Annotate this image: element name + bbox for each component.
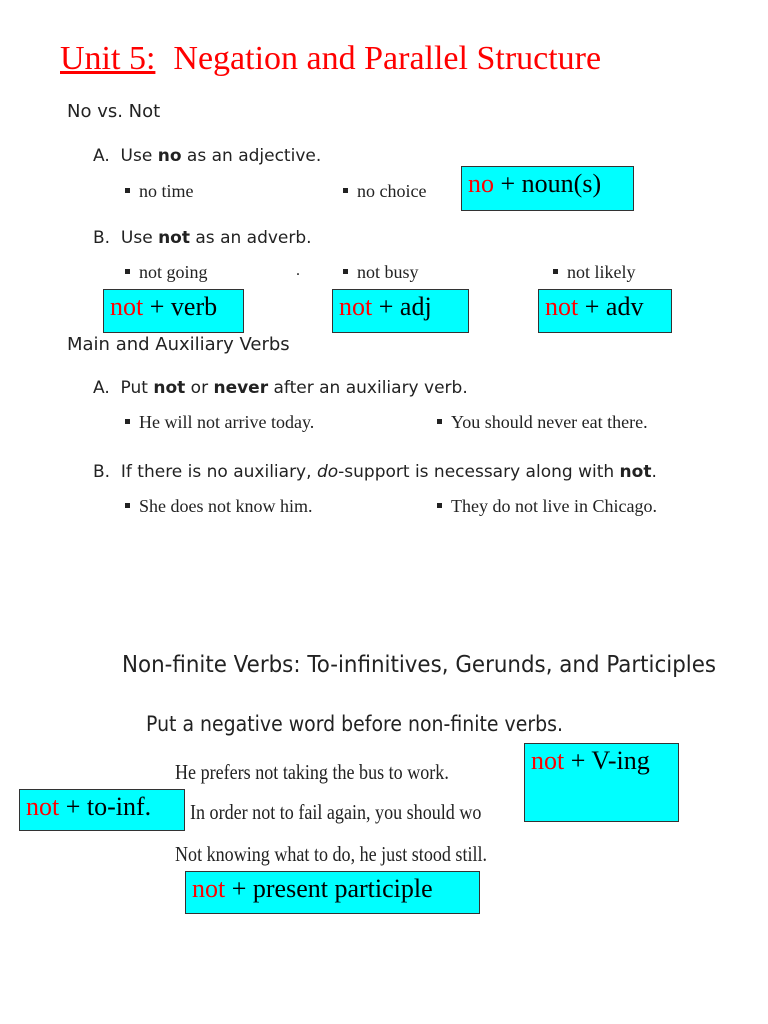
example-bullet bbox=[125, 496, 313, 517]
example-text: no time bbox=[139, 181, 194, 201]
example-bullet bbox=[125, 262, 208, 283]
callout-keyword: not bbox=[110, 292, 144, 321]
bullet-icon bbox=[553, 269, 558, 274]
bullet-icon bbox=[343, 188, 348, 193]
rule-text: after an auxiliary verb. bbox=[268, 378, 468, 398]
rule-b-adverb bbox=[93, 228, 312, 248]
callout-text: + to-inf. bbox=[59, 792, 152, 821]
callout-not-v-ing bbox=[524, 743, 679, 822]
example-text: He prefers not taking the bus to work. bbox=[175, 760, 449, 784]
example-text: They do not live in Chicago. bbox=[451, 496, 657, 516]
example-text-partial: In order not to fail again, you should wo bbox=[190, 800, 482, 824]
rule-text: Use bbox=[120, 228, 159, 248]
stray-mark: . bbox=[296, 262, 300, 279]
section-heading-no-vs-not: No vs. Not bbox=[67, 101, 161, 122]
example-bullet bbox=[125, 181, 194, 202]
bullet-icon bbox=[125, 269, 130, 274]
example-bullet bbox=[343, 262, 419, 283]
rule-text: Use bbox=[120, 146, 158, 166]
rule-b-do-support bbox=[93, 462, 657, 482]
example-text: not likely bbox=[567, 262, 636, 282]
bullet-icon bbox=[125, 188, 130, 193]
example-bullet bbox=[553, 262, 636, 283]
rule-prefix: B. bbox=[93, 462, 111, 482]
rule-keyword: not bbox=[153, 378, 186, 398]
example-bullet bbox=[437, 412, 648, 433]
section-heading-non-finite: Non-finite Verbs: To-infinitives, Gerunds, and Participles bbox=[122, 652, 717, 678]
callout-not-verb bbox=[103, 289, 244, 333]
example-text: She does not know him. bbox=[139, 496, 313, 516]
bullet-icon bbox=[125, 419, 130, 424]
example-text: not busy bbox=[357, 262, 419, 282]
example-bullet bbox=[175, 842, 487, 867]
rule-a-auxiliary bbox=[93, 378, 468, 398]
section-heading-main-aux: Main and Auxiliary Verbs bbox=[67, 334, 290, 355]
bullet-icon bbox=[437, 503, 442, 508]
rule-prefix: B. bbox=[93, 228, 111, 248]
title-text: Negation and Parallel Structure bbox=[173, 40, 602, 77]
rule-keyword: never bbox=[213, 378, 269, 398]
bullet-icon bbox=[343, 269, 348, 274]
non-finite-rule: Put a negative word before non-finite verbs. bbox=[146, 712, 563, 736]
callout-text: + adj bbox=[372, 292, 432, 321]
rule-text: . bbox=[651, 462, 657, 482]
callout-keyword: not bbox=[26, 792, 60, 821]
rule-keyword: not bbox=[158, 228, 190, 248]
callout-keyword: not bbox=[192, 874, 226, 903]
callout-keyword: not bbox=[339, 292, 373, 321]
example-bullet bbox=[125, 412, 314, 433]
example-bullet bbox=[437, 496, 657, 517]
callout-text: + present participle bbox=[225, 874, 433, 903]
bullet-icon bbox=[125, 503, 130, 508]
rule-keyword: not bbox=[619, 462, 652, 482]
callout-not-to-inf bbox=[19, 789, 185, 831]
rule-a-adjective bbox=[93, 146, 321, 166]
callout-keyword: no bbox=[468, 169, 494, 198]
rule-prefix: A. bbox=[93, 146, 110, 166]
rule-text: or bbox=[185, 378, 214, 398]
example-text: He will not arrive today. bbox=[139, 412, 315, 432]
example-text: You should never eat there. bbox=[451, 412, 648, 432]
callout-not-adj bbox=[332, 289, 469, 333]
example-bullet bbox=[175, 760, 449, 785]
callout-not-adv bbox=[538, 289, 672, 333]
example-text: Not knowing what to do, he just stood still. bbox=[175, 842, 488, 866]
rule-text: If there is no auxiliary, bbox=[120, 462, 317, 482]
callout-keyword: not bbox=[545, 292, 579, 321]
bullet-icon bbox=[437, 419, 442, 424]
rule-text: -support is necessary along with bbox=[338, 462, 620, 482]
callout-not-present-participle bbox=[185, 871, 480, 914]
callout-keyword: not bbox=[531, 746, 565, 775]
callout-no-noun bbox=[461, 166, 634, 211]
rule-text: as an adverb. bbox=[189, 228, 312, 248]
callout-text: + V-ing bbox=[564, 746, 650, 775]
example-text: not going bbox=[139, 262, 208, 282]
unit-label: Unit 5: bbox=[60, 40, 156, 77]
callout-text: + noun(s) bbox=[494, 169, 602, 198]
rule-text: as an adjective. bbox=[181, 146, 322, 166]
rule-italic: do bbox=[316, 462, 339, 482]
rule-text: Put bbox=[120, 378, 154, 398]
callout-text: + verb bbox=[143, 292, 218, 321]
callout-text: + adv bbox=[578, 292, 644, 321]
page-title bbox=[60, 40, 601, 78]
rule-keyword: no bbox=[157, 146, 182, 166]
example-bullet bbox=[343, 181, 426, 202]
rule-prefix: A. bbox=[93, 378, 110, 398]
example-text: no choice bbox=[357, 181, 427, 201]
